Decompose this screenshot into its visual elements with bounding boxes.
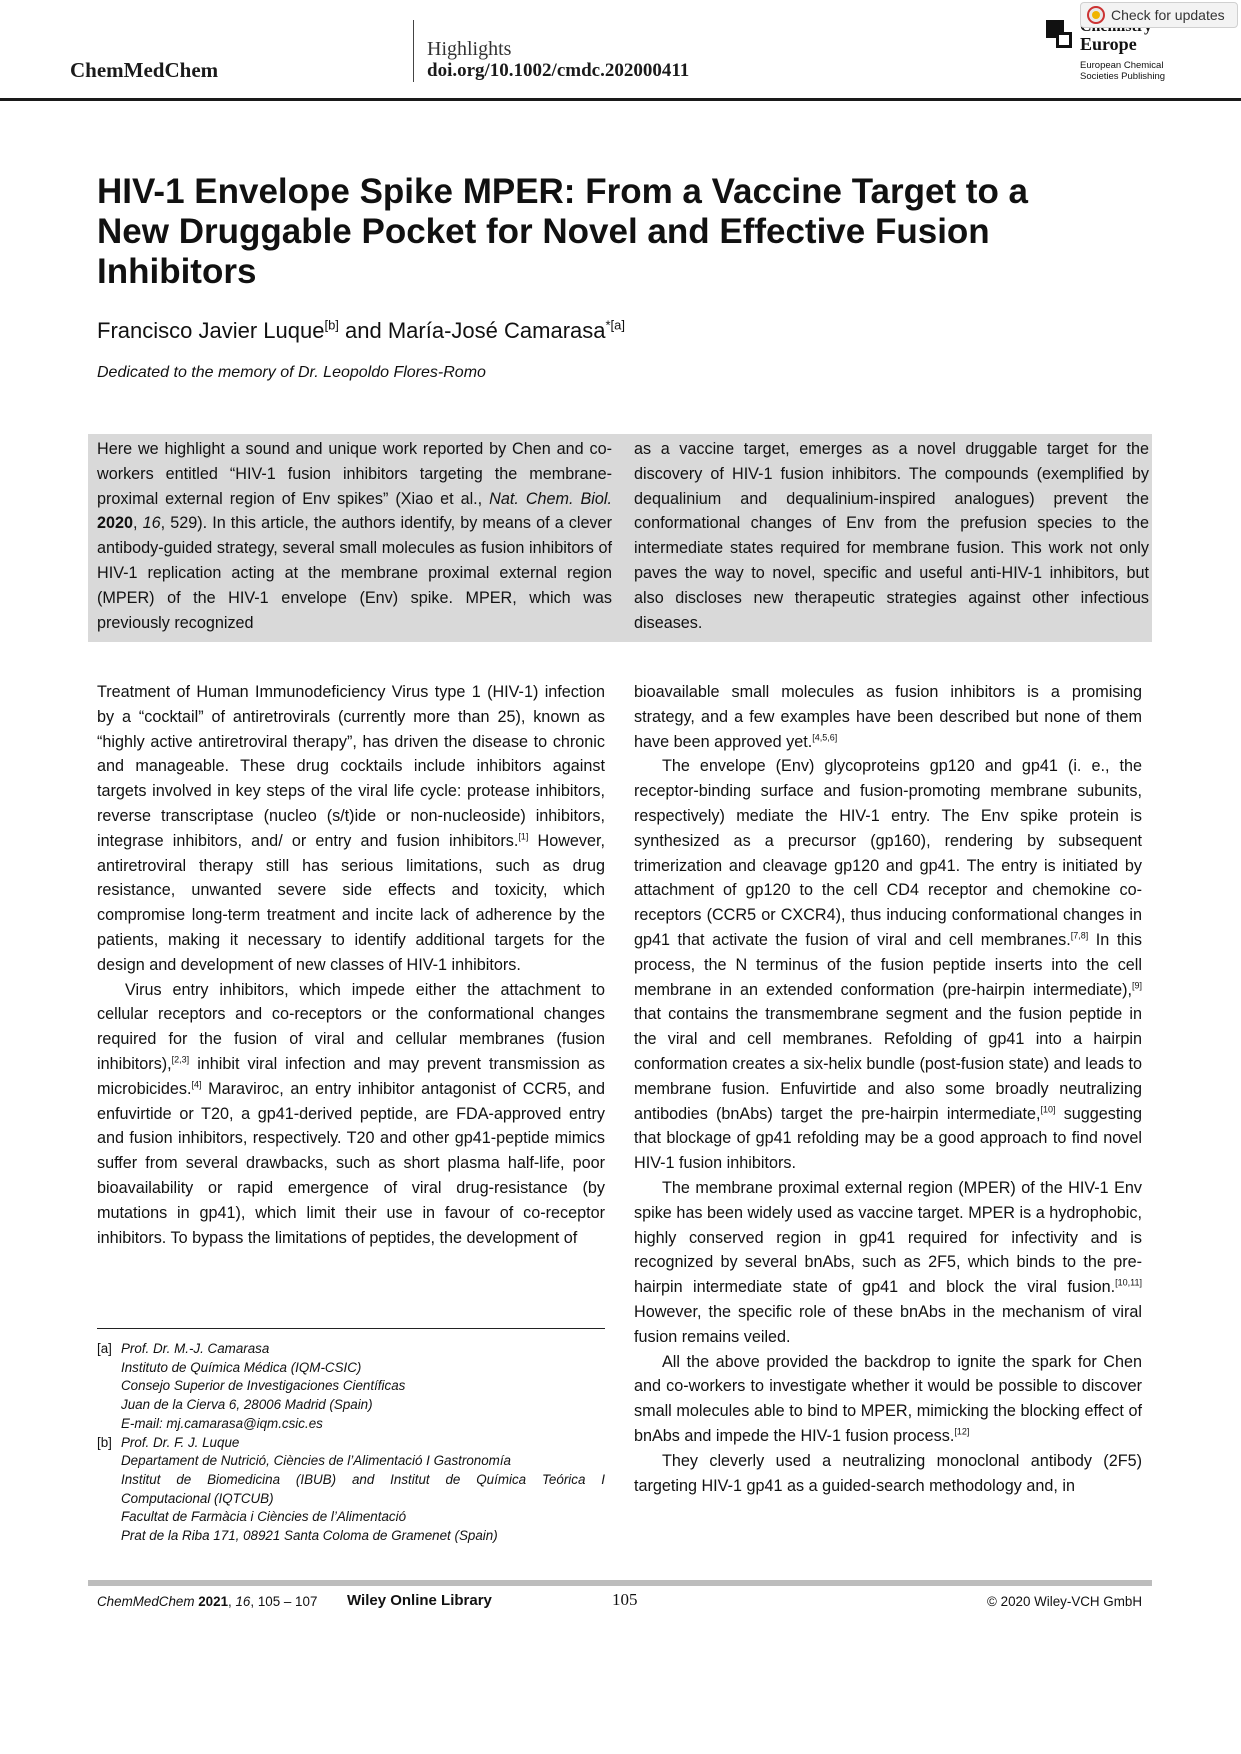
check-for-updates-label: Check for updates — [1111, 7, 1225, 23]
reference-link[interactable]: [10] — [1040, 1104, 1056, 1115]
body-paragraph: The envelope (Env) glycoproteins gp120 and gp41 (i. e., the receptor-binding surface and fusion-promoting membrane subunits, respectively) mediate the HIV-1 entry. The Env spike protein is synthesized as a precursor (gp160), rendering by subsequent trimerization and cleavage gp120 and gp41. The entry is initiated by attachment of gp120 to the cell CD4 receptor and chemokine co-receptors (CCR5 or CXCR4), thus inducing conformational changes in gp41 that activate the fusion of viral and cell membranes.[7,8] In this process, the N terminus of the fusion peptide inserts into the cell membrane in an extended conformation (pre-hairpin intermediate),[9] that contains the transmembrane segment and the fusion peptide in the viral and cell membranes. Refolding of gp41 into a hairpin conformation creates a six-helix bundle (post-fusion state) and leads to membrane fusion. Enfuvirtide and also some broadly neutralizing antibodies (bnAbs) target the pre-hairpin intermediate,[10] suggesting that blockage of gp41 refolding may be a good approach to find novel HIV-1 fusion inhibitors. — [634, 757, 1143, 1173]
logo-subtitle-line2: Societies Publishing — [1080, 71, 1166, 82]
footnote-rule — [97, 1328, 605, 1329]
article-title: HIV-1 Envelope Spike MPER: From a Vaccine Target to a New Druggable Pocket for Novel and Effective Fusion Inhibitors — [97, 172, 1029, 291]
doi-link[interactable]: doi.org/10.1002/cmdc.202000411 — [427, 60, 690, 81]
page-number: 105 — [612, 1590, 638, 1609]
body-paragraph: All the above provided the backdrop to ignite the spark for Chen and co-workers to investigate whether it would be possible to discover small molecules able to bind to MPER, mimicking the blocking effect of bnAbs and impede the HIV-1 fusion process.[12] — [634, 1352, 1142, 1445]
footnote-b-line: Facultat de Farmàcia i Ciències de l’Alimentació — [121, 1509, 407, 1525]
footnote-b-line: Prat de la Riba 171, 08921 Santa Coloma de Gramenet (Spain) — [121, 1528, 498, 1544]
journal-name: ChemMedChem — [70, 58, 219, 82]
body-column-1 — [97, 680, 605, 1250]
header-separator — [413, 20, 414, 82]
footnote-b-name: Prof. Dr. F. J. Luque — [121, 1434, 240, 1450]
body-paragraph: They cleverly used a neutralizing monoclonal antibody (2F5) targeting HIV-1 gp41 as a guided-search methodology and, in — [634, 1451, 1142, 1495]
footer-volume: 16 — [235, 1594, 251, 1609]
logo-wordmark: Europe — [1080, 34, 1137, 54]
chemistry-europe-logo-icon — [1046, 20, 1076, 50]
author-luque-affiliation: [b] — [324, 317, 339, 333]
reference-link[interactable]: [12] — [954, 1426, 970, 1437]
footnote-a-name: Prof. Dr. M.-J. Camarasa — [121, 1341, 270, 1356]
copyright: © 2020 Wiley-VCH GmbH — [987, 1594, 1142, 1609]
reference-link[interactable]: [2,3] — [171, 1054, 190, 1065]
footnote-b-line: Departament de Nutrició, Ciències de l’Alimentació I Gastronomía — [121, 1453, 511, 1469]
footer-pages: , 105 – 107 — [250, 1594, 318, 1609]
abstract-journal: Nat. Chem. Biol. — [489, 489, 612, 508]
footer-year: 2021 — [198, 1594, 229, 1609]
footer-citation: ChemMedChem 2021, 16, 105 – 107 — [97, 1594, 318, 1609]
reference-link[interactable]: [4,5,6] — [812, 732, 838, 743]
body-column-2 — [634, 680, 1142, 1498]
abstract-text: , 529). In this article, the authors identify, by means of a clever antibody-guided strategy, several small molecules as fusion inhibitors of HIV-1 replication acting at the membrane proximal external region (MPER) of the HIV-1 envelope (Env) spike. MPER, which was previously recognized — [97, 514, 612, 632]
abstract-column-1: Here we highlight a sound and unique work reported by Chen and co-workers entitled “HIV-1 fusion inhibitors targeting the membrane-proximal external region of Env spikes” (Xiao et al., Nat. Chem. Biol. 2020, 16, 529). In this article, the authors identify, by means of a clever antibody-guided strategy, several small molecules as fusion inhibitors of HIV-1 replication acting at the membrane proximal external region (MPER) of the HIV-1 envelope (Env) spike. MPER, which was previously recognized — [97, 440, 612, 632]
body-paragraph: Treatment of Human Immunodeficiency Virus type 1 (HIV-1) infection by a “cocktail” of antiretrovirals (currently more than 25), known as “highly active antiretroviral therapy”, has driven the disease to chronic and manageable. These drug cocktails include inhibitors against targets involved in key steps of the viral life cycle: protease inhibitors, reverse transcriptase (nucleo (s/t)ide or non-nucleoside) inhibitors, integrase inhibitors, and/ or entry and fusion inhibitors.[1] However, antiretroviral therapy still has serious limitations, such as drug resistance, unwanted severe side effects and toxicity, which compromise long-term treatment and incite lack of adherence by the patients, making it necessary to identify additional targets for the design and development of new classes of HIV-1 inhibitors. — [97, 683, 605, 974]
footnote-b-line: Institut de Biomedicina (IBUB) and Institut de Química Teórica I — [121, 1471, 605, 1487]
reference-link[interactable]: [4] — [191, 1079, 202, 1090]
abstract-text: Here we highlight a sound and unique work reported by Chen and co-workers entitled “HIV-1 fusion inhibitors targeting the membrane-proximal external region of Env spikes” (Xiao et al., — [97, 440, 612, 508]
author-luque[interactable]: Francisco Javier Luque — [97, 318, 325, 343]
author-conjunction: and — [338, 318, 388, 343]
reference-link[interactable]: [10,11] — [1115, 1277, 1142, 1288]
footnote-a-email[interactable]: E-mail: mj.camarasa@iqm.csic.es — [121, 1415, 323, 1431]
reference-link[interactable]: [9] — [1131, 980, 1142, 991]
author-line — [97, 318, 625, 344]
footer-journal: ChemMedChem — [97, 1594, 195, 1609]
footnote-label-b: [b] — [97, 1434, 112, 1450]
footnote-a-line: Instituto de Química Médica (IQM-CSIC) — [121, 1359, 362, 1375]
affiliation-footnotes — [97, 1340, 605, 1546]
body-paragraph: Virus entry inhibitors, which impede either the attachment to cellular receptors and co-receptors or the conformational changes required for the fusion of viral and cellular membranes (fusion inhibitors),[2,3] inhibit viral infection and may prevent transmission as microbicides.[4] Maraviroc, an entry inhibitor antagonist of CCR5, and enfuvirtide or T20, a gp41-derived peptide, are FDA-approved entry and fusion inhibitors, respectively. T20 and other gp41-peptide mimics suffer from several drawbacks, such as short plasma half-life, poor bioavailability or rapid emergence of viral drug-resistance (by mutations in gp41), which limit their use in favour of co-receptor inhibitors. To bypass the limitations of peptides, the development of — [97, 980, 605, 1247]
crossmark-icon — [1087, 6, 1105, 24]
wiley-online-library-link[interactable]: Wiley Online Library — [347, 1592, 492, 1609]
footer-rule — [88, 1580, 1152, 1586]
abstract-year: 2020 — [97, 514, 134, 533]
author-camarasa-affiliation: *[a] — [605, 317, 626, 333]
reference-link[interactable]: [7,8] — [1070, 930, 1089, 941]
footnote-label-a: [a] — [97, 1341, 112, 1356]
dedication: Dedicated to the memory of Dr. Leopoldo Flores-Romo — [97, 364, 486, 381]
footnote-a-line: Consejo Superior de Investigaciones Científicas — [121, 1378, 406, 1394]
reference-link[interactable]: [1] — [518, 831, 529, 842]
abstract-column-2: as a vaccine target, emerges as a novel druggable target for the discovery of HIV-1 fusion inhibitors. The compounds (exemplified by dequalinium and dequalinium-inspired analogues) prevent the conformational changes of Env from the prefusion species to the intermediate states required for membrane fusion. This work not only paves the way to novel, specific and useful anti-HIV-1 inhibitors, but also discloses new therapeutic strategies against other infectious diseases. — [634, 440, 1149, 632]
author-camarasa[interactable]: María-José Camarasa — [387, 318, 606, 343]
footnote-b-line: Computacional (IQTCUB) — [121, 1490, 274, 1506]
body-paragraph: bioavailable small molecules as fusion inhibitors is a promising strategy, and a few examples have been described but none of them have been approved yet.[4,5,6] — [634, 683, 1142, 751]
footnote-a-line: Juan de la Cierva 6, 28006 Madrid (Spain) — [121, 1397, 373, 1413]
logo-subtitle-line1: European Chemical — [1080, 60, 1164, 71]
section-label: Highlights — [427, 38, 512, 60]
abstract-volume: 16 — [142, 514, 161, 533]
check-for-updates-button[interactable] — [1080, 2, 1238, 28]
body-paragraph: The membrane proximal external region (MPER) of the HIV-1 Env spike has been widely used as vaccine target. MPER is a hydrophobic, highly conserved region in gp41 required for infectivity and is recognized by several bnAbs, such as 2F5, which binds to the pre-hairpin intermediate state of gp41 and block the viral fusion.[10,11] However, the specific role of these bnAbs in the mechanism of viral fusion remains veiled. — [634, 1178, 1142, 1346]
header-rule — [0, 98, 1241, 101]
